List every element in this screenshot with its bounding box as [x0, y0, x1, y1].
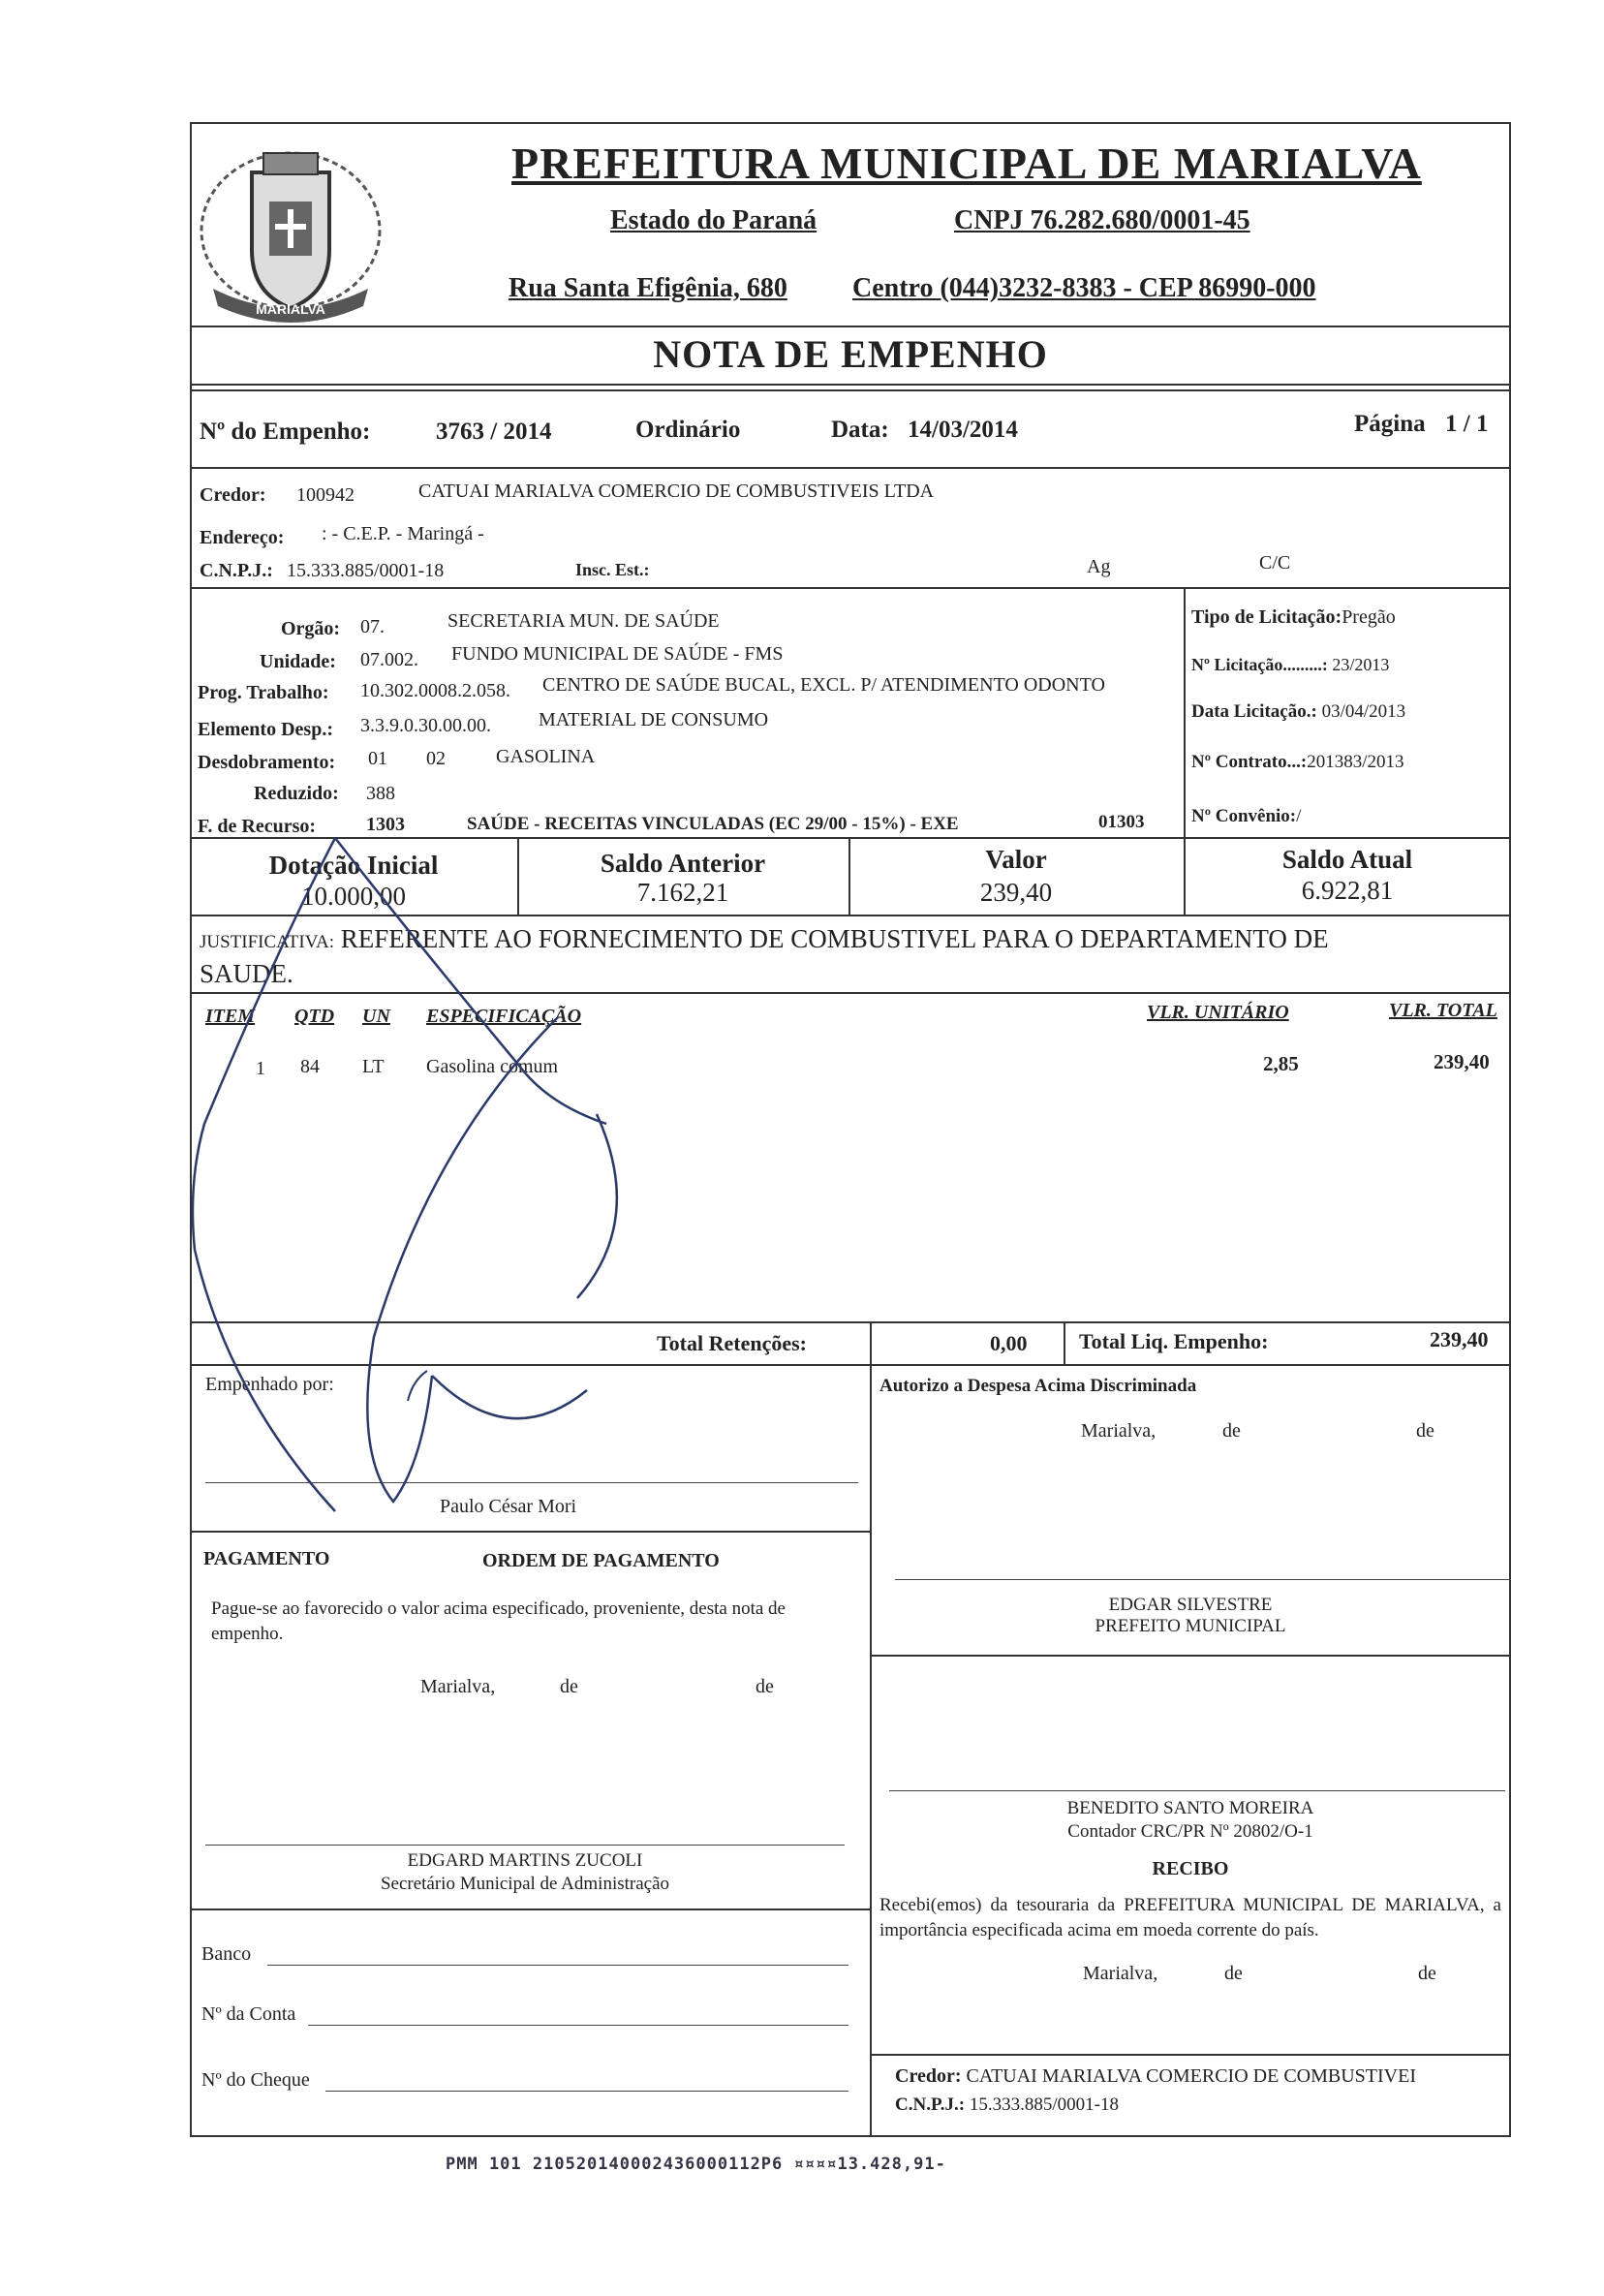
dotacao-value: 10.000,00: [301, 882, 406, 911]
recibo-credor-label: Credor:: [895, 2065, 962, 2087]
recurso-code: 1303: [366, 814, 405, 835]
svg-text:MARIALVA: MARIALVA: [256, 301, 325, 317]
page-number: 1 / 1: [1445, 411, 1489, 437]
recibo-de-1: de: [1224, 1963, 1243, 1984]
saldo-atual-label: Saldo Atual: [1281, 845, 1413, 874]
recurso-label: F. de Recurso:: [198, 816, 317, 837]
pagamento-label: PAGAMENTO: [203, 1548, 330, 1569]
empenho-type: Ordinário: [635, 417, 741, 443]
item-unit-value: 2,85: [1263, 1052, 1299, 1075]
item-qtd: 84: [300, 1056, 320, 1077]
credor-code: 100942: [296, 484, 355, 506]
tipo-licitacao-label: Tipo de Licitação:: [1191, 606, 1342, 628]
credor-cnpj-label: C.N.P.J.:: [200, 560, 273, 581]
col-vlr-unitario: VLR. UNITÁRIO: [1147, 1002, 1289, 1023]
pagamento-de-1: de: [560, 1676, 578, 1697]
prefeito-name: EDGAR SILVESTRE: [1108, 1595, 1273, 1615]
cheque-label: Nº do Cheque: [201, 2069, 310, 2091]
prog-trabalho-code: 10.302.0008.2.058.: [360, 680, 510, 701]
data-licitacao-label: Data Licitação.:: [1191, 701, 1317, 722]
recibo-de-2: de: [1418, 1963, 1436, 1984]
numero-licitacao: 23/2013: [1332, 655, 1390, 674]
recibo-label: RECIBO: [1152, 1858, 1229, 1879]
unidade-name: FUNDO MUNICIPAL DE SAÚDE - FMS: [451, 643, 784, 665]
ordem-pagamento-label: ORDEM DE PAGAMENTO: [482, 1550, 720, 1571]
empenhado-name: Paulo César Mori: [440, 1496, 577, 1517]
endereco-value: : - C.E.P. - Maringá -: [322, 523, 484, 544]
banco-label: Banco: [201, 1943, 252, 1965]
col-vlr-total: VLR. TOTAL: [1389, 1000, 1497, 1021]
pagamento-city: Marialva,: [420, 1676, 496, 1697]
conta-label: Nº da Conta: [201, 2003, 296, 2025]
item-spec: Gasolina comum: [426, 1056, 559, 1077]
total-liquido-label: Total Liq. Empenho:: [1079, 1329, 1269, 1353]
document-title: NOTA DE EMPENHO: [653, 332, 1048, 376]
item-number: 1: [256, 1058, 265, 1079]
address-label: Centro (044)3232-8383 - CEP 86990-000: [852, 273, 1316, 303]
secretario-role: Secretário Municipal de Administração: [380, 1874, 670, 1894]
state-label: Estado do Paraná: [610, 205, 817, 235]
prefeitura-title: PREFEITURA MUNICIPAL DE MARIALVA: [511, 139, 1422, 188]
item-total-value: 239,40: [1434, 1050, 1490, 1073]
empenho-number: 3763 / 2014: [436, 419, 552, 445]
valor-label: Valor: [985, 845, 1047, 874]
cc-label: C/C: [1259, 552, 1291, 574]
justificativa-label: JUSTIFICATIVA:: [200, 932, 335, 952]
autorizo-label: Autorizo a Despesa Acima Discriminada: [879, 1376, 1197, 1396]
credor-name: CATUAI MARIALVA COMERCIO DE COMBUSTIVEIS LTDA: [418, 481, 935, 502]
empenho-number-label: Nº do Empenho:: [200, 419, 371, 445]
cnpj-label: CNPJ 76.282.680/0001-45: [954, 205, 1250, 235]
col-qtd: QTD: [294, 1006, 335, 1027]
col-especificacao: ESPECIFICAÇÃO: [426, 1006, 582, 1027]
orgao-code: 07.: [360, 616, 385, 637]
autorizo-de-2: de: [1416, 1420, 1434, 1442]
retencoes-value: 0,00: [990, 1331, 1028, 1355]
unidade-label: Unidade:: [260, 651, 336, 672]
credor-label: Credor:: [200, 484, 266, 506]
endereco-label: Endereço:: [200, 527, 285, 548]
desdobramento-b: 02: [426, 748, 446, 769]
recurso-num: 01303: [1098, 812, 1145, 832]
reduzido-value: 388: [366, 783, 395, 804]
pagamento-text: Pague-se ao favorecido o valor acima especificado, proveniente, desta nota de empenho.: [211, 1598, 786, 1644]
handwritten-signature-icon: [190, 833, 655, 1531]
col-un: UN: [362, 1006, 390, 1027]
tipo-licitacao: Pregão: [1342, 606, 1396, 628]
convenio-label: Nº Convênio:: [1191, 806, 1297, 826]
retencoes-label: Total Retenções:: [657, 1331, 807, 1355]
elemento-name: MATERIAL DE CONSUMO: [539, 709, 769, 730]
unidade-code: 07.002.: [360, 649, 418, 670]
desdobramento-name: GASOLINA: [496, 746, 596, 767]
orgao-name: SECRETARIA MUN. DE SAÚDE: [447, 610, 720, 632]
insc-est-label: Insc. Est.:: [575, 560, 650, 579]
elemento-code: 3.3.9.0.30.00.00.: [360, 715, 491, 736]
recurso-name: SAÚDE - RECEITAS VINCULADAS (EC 29/00 - 15%) - EXE: [467, 814, 959, 834]
recibo-city: Marialva,: [1083, 1963, 1158, 1984]
secretario-name: EDGARD MARTINS ZUCOLI: [407, 1850, 643, 1871]
page-label: Página: [1354, 411, 1426, 437]
prog-trabalho-label: Prog. Trabalho:: [198, 682, 329, 703]
pagamento-de-2: de: [756, 1676, 774, 1697]
convenio-value: /: [1296, 806, 1302, 826]
prog-trabalho-name: CENTRO DE SAÚDE BUCAL, EXCL. P/ ATENDIMENTO ODONTO: [542, 674, 1105, 696]
credor-cnpj: 15.333.885/0001-18: [287, 560, 445, 581]
dotacao-label: Dotação Inicial: [268, 851, 439, 880]
reduzido-label: Reduzido:: [254, 783, 339, 804]
saldo-anterior-label: Saldo Anterior: [600, 849, 766, 878]
saldo-atual-value: 6.922,81: [1301, 876, 1394, 905]
recibo-text: Recebi(emos) da tesouraria da PREFEITURA MUNICIPAL DE MARIALVA, a importância especificada acima em moeda corrente do país.: [879, 1895, 1501, 1940]
valor-value: 239,40: [979, 878, 1053, 907]
justificativa-text-1: REFERENTE AO FORNECIMENTO DE COMBUSTIVEL PARA O DEPARTAMENTO DE: [340, 924, 1329, 953]
item-un: LT: [362, 1056, 385, 1077]
street-label: Rua Santa Efigênia, 680: [509, 273, 787, 303]
contrato-label: Nº Contrato...:: [1191, 752, 1308, 772]
empenhado-label: Empenhado por:: [205, 1374, 334, 1395]
prefeito-role: PREFEITO MUNICIPAL: [1095, 1616, 1286, 1636]
recibo-cnpj-label: C.N.P.J.:: [895, 2094, 966, 2115]
data-licitacao: 03/04/2013: [1321, 701, 1406, 722]
contador-name: BENEDITO SANTO MOREIRA: [1066, 1798, 1314, 1818]
justificativa-text-2: SAUDE.: [200, 959, 293, 988]
recibo-credor: CATUAI MARIALVA COMERCIO DE COMBUSTIVEI: [966, 2065, 1416, 2087]
empenho-date: 14/03/2014: [908, 417, 1018, 443]
contador-role: Contador CRC/PR Nº 20802/O-1: [1067, 1821, 1313, 1842]
desdobramento-a: 01: [368, 748, 387, 769]
col-item: ITEM: [205, 1006, 256, 1027]
coat-of-arms-icon: [194, 134, 387, 337]
recibo-cnpj: 15.333.885/0001-18: [969, 2094, 1119, 2115]
saldo-anterior-value: 7.162,21: [636, 878, 729, 907]
date-label: Data:: [831, 417, 889, 443]
numero-licitacao-label: Nº Licitação.........:: [1191, 655, 1328, 674]
ag-label: Ag: [1087, 556, 1111, 577]
desdobramento-label: Desdobramento:: [198, 752, 336, 773]
bank-stamp: PMM 101 210520140002436000112P6 ¤¤¤¤13.428,91-: [446, 2155, 946, 2174]
orgao-label: Orgão:: [281, 618, 341, 639]
total-liquido-value: 239,40: [1430, 1327, 1489, 1351]
autorizo-de-1: de: [1222, 1420, 1241, 1442]
elemento-label: Elemento Desp.:: [198, 719, 333, 740]
contrato-value: 201383/2013: [1307, 752, 1404, 772]
autorizo-city: Marialva,: [1081, 1420, 1157, 1442]
